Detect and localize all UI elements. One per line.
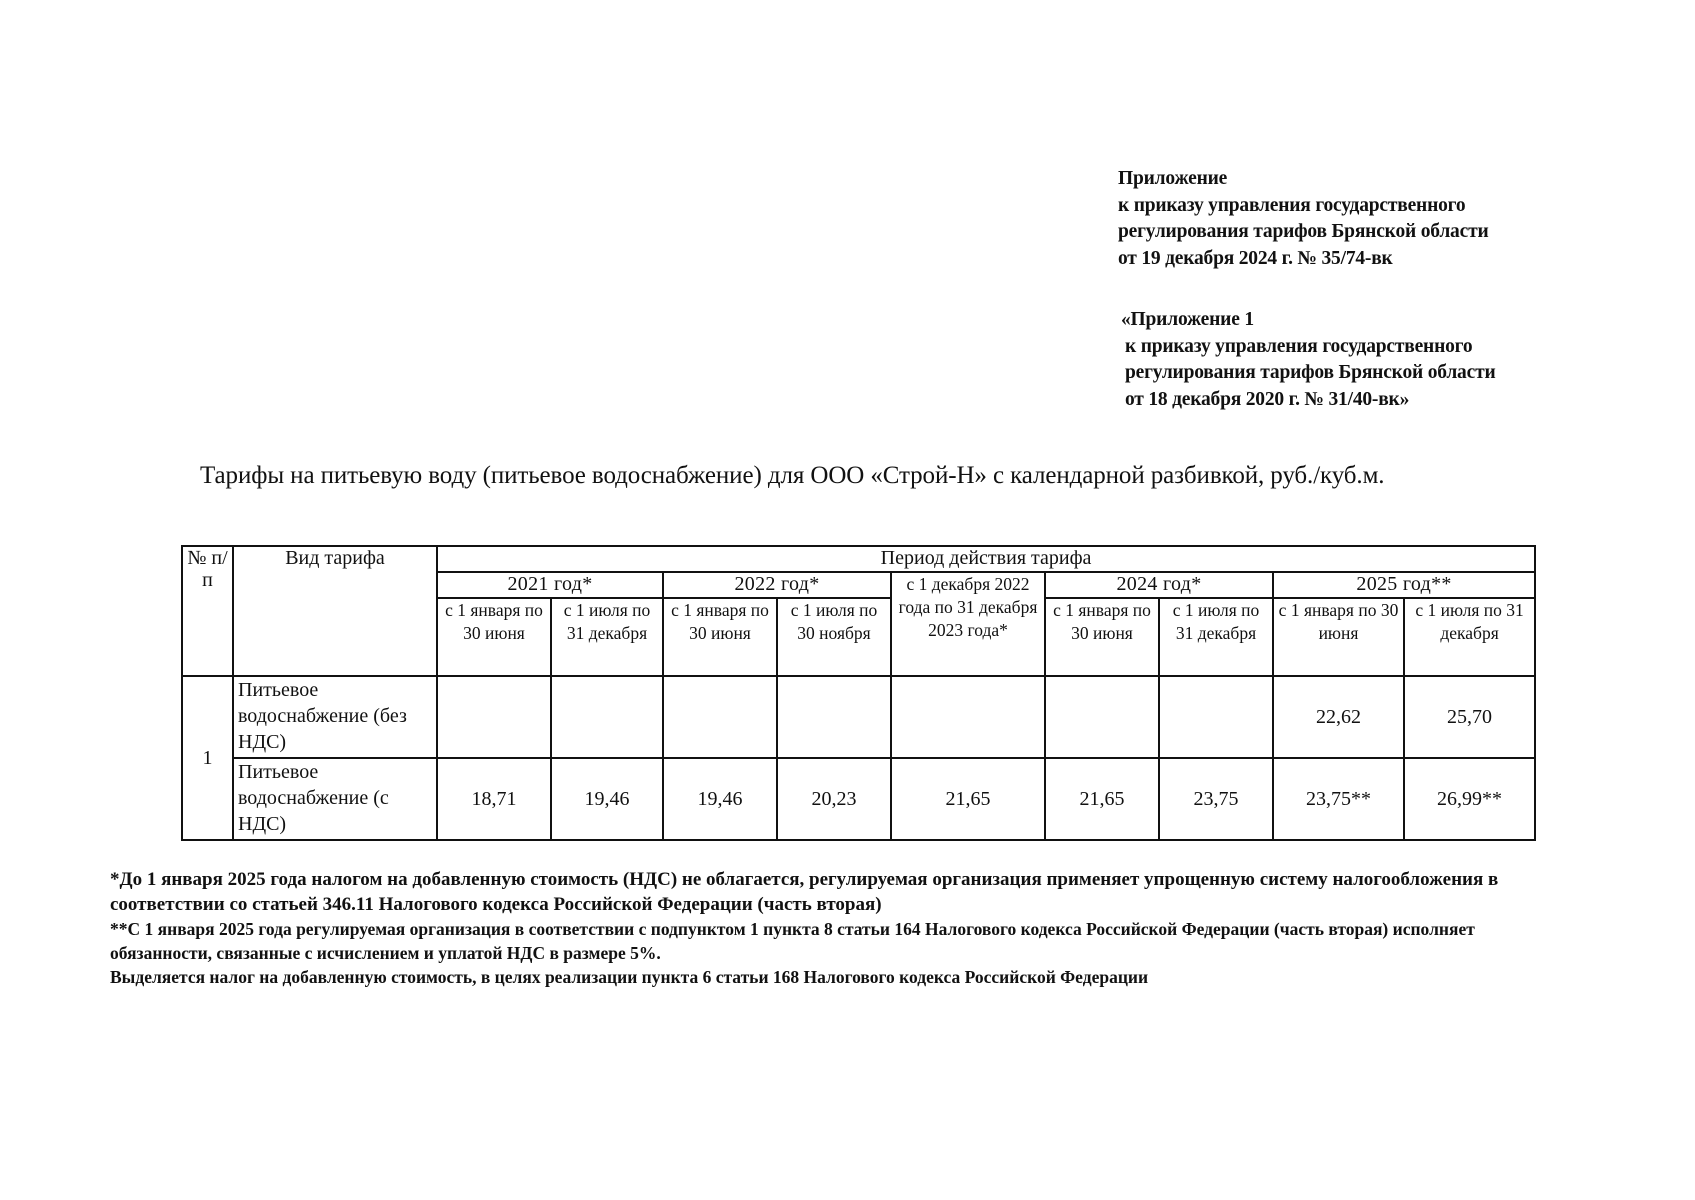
- header-year-2024: 2024 год*: [1045, 572, 1273, 598]
- header-subperiod: с 1 января по 30 июня: [1045, 598, 1159, 676]
- footnote-vat-allocation: Выделяется налог на добавленную стоимость, в целях реализации пункта 6 статьи 168 Налогового кодекса Российской Федерации: [110, 967, 1149, 987]
- tariff-value: [437, 676, 551, 758]
- tariff-type-cell: Питьевое водоснабжение (без НДС): [233, 676, 437, 758]
- tariff-value: 18,71: [437, 758, 551, 840]
- appendix-line: регулирования тарифов Брянской области: [1118, 221, 1489, 242]
- header-subperiod: с 1 января по 30 июня: [663, 598, 777, 676]
- document-title: Тарифы на питьевую воду (питьевое водоснабжение) для ООО «Строй-Н» с календарной разбивкой, руб./куб.м.: [200, 462, 1385, 489]
- header-number: № п/п: [182, 546, 233, 676]
- header-year-2021: 2021 год*: [437, 572, 663, 598]
- tariff-value: 21,65: [1045, 758, 1159, 840]
- header-subperiod: с 1 июля по 31 декабря: [1404, 598, 1535, 676]
- tariff-value: [777, 676, 891, 758]
- appendix-line: Приложение: [1118, 168, 1228, 189]
- appendix-header-current: [1118, 166, 1488, 272]
- appendix-line: от 18 декабря 2020 г. № 31/40-вк»: [1125, 388, 1410, 410]
- tariff-value: [1159, 676, 1273, 758]
- tariff-value: 22,62: [1273, 676, 1404, 758]
- tariff-value: [551, 676, 663, 758]
- tariff-value: 19,46: [663, 758, 777, 840]
- tariff-value: 26,99**: [1404, 758, 1535, 840]
- appendix-header-previous: [1121, 307, 1495, 413]
- header-subperiod: с 1 июля по 30 ноября: [777, 598, 891, 676]
- table-row: [182, 676, 1535, 758]
- tariff-value: [663, 676, 777, 758]
- header-special-period: с 1 декабря 2022 года по 31 декабря 2023 года*: [891, 572, 1045, 676]
- header-subperiod: с 1 июля по 31 декабря: [1159, 598, 1273, 676]
- tariff-table: [181, 545, 1536, 841]
- tariff-value: 19,46: [551, 758, 663, 840]
- tariff-value: 23,75**: [1273, 758, 1404, 840]
- header-period: Период действия тарифа: [437, 546, 1535, 572]
- tariff-type-cell: Питьевое водоснабжение (с НДС): [233, 758, 437, 840]
- header-tariff-type: Вид тарифа: [233, 546, 437, 676]
- appendix-line: от 19 декабря 2024 г. № 35/74-вк: [1118, 247, 1393, 269]
- appendix-line: к приказу управления государственного: [1118, 194, 1466, 216]
- tariff-value: 25,70: [1404, 676, 1535, 758]
- footnote-vat-2025: **С 1 января 2025 года регулируемая организация в соответствии с подпунктом 1 пункта 8 статьи 164 Налогового кодекса Российской Федерации (часть вторая) исполняет обязанности, связанные с исчислением и уплатой НДС в размере 5%.: [110, 919, 1475, 963]
- tariff-value: 23,75: [1159, 758, 1273, 840]
- header-subperiod: с 1 января по 30 июня: [1273, 598, 1404, 676]
- header-subperiod: с 1 июля по 31 декабря: [551, 598, 663, 676]
- header-subperiod: с 1 января по 30 июня: [437, 598, 551, 676]
- appendix-line: к приказу управления государственного: [1125, 335, 1473, 357]
- footnotes: [110, 868, 1550, 989]
- row-number: 1: [182, 676, 233, 840]
- header-year-2025: 2025 год**: [1273, 572, 1535, 598]
- header-year-2022: 2022 год*: [663, 572, 891, 598]
- table-row: [182, 758, 1535, 840]
- footnote-vat-exempt: *До 1 января 2025 года налогом на добавленную стоимость (НДС) не облагается, регулируемая организация применяет упрощенную систему налогообложения в соответствии со статьей 346.11 Налогового кодекса Российской Федерации (часть вторая): [110, 869, 1499, 915]
- appendix-line: регулирования тарифов Брянской области: [1125, 362, 1496, 383]
- tariff-value: [1045, 676, 1159, 758]
- tariff-value: [891, 676, 1045, 758]
- appendix-line: «Приложение 1: [1121, 309, 1254, 330]
- tariff-value: 21,65: [891, 758, 1045, 840]
- tariff-value: 20,23: [777, 758, 891, 840]
